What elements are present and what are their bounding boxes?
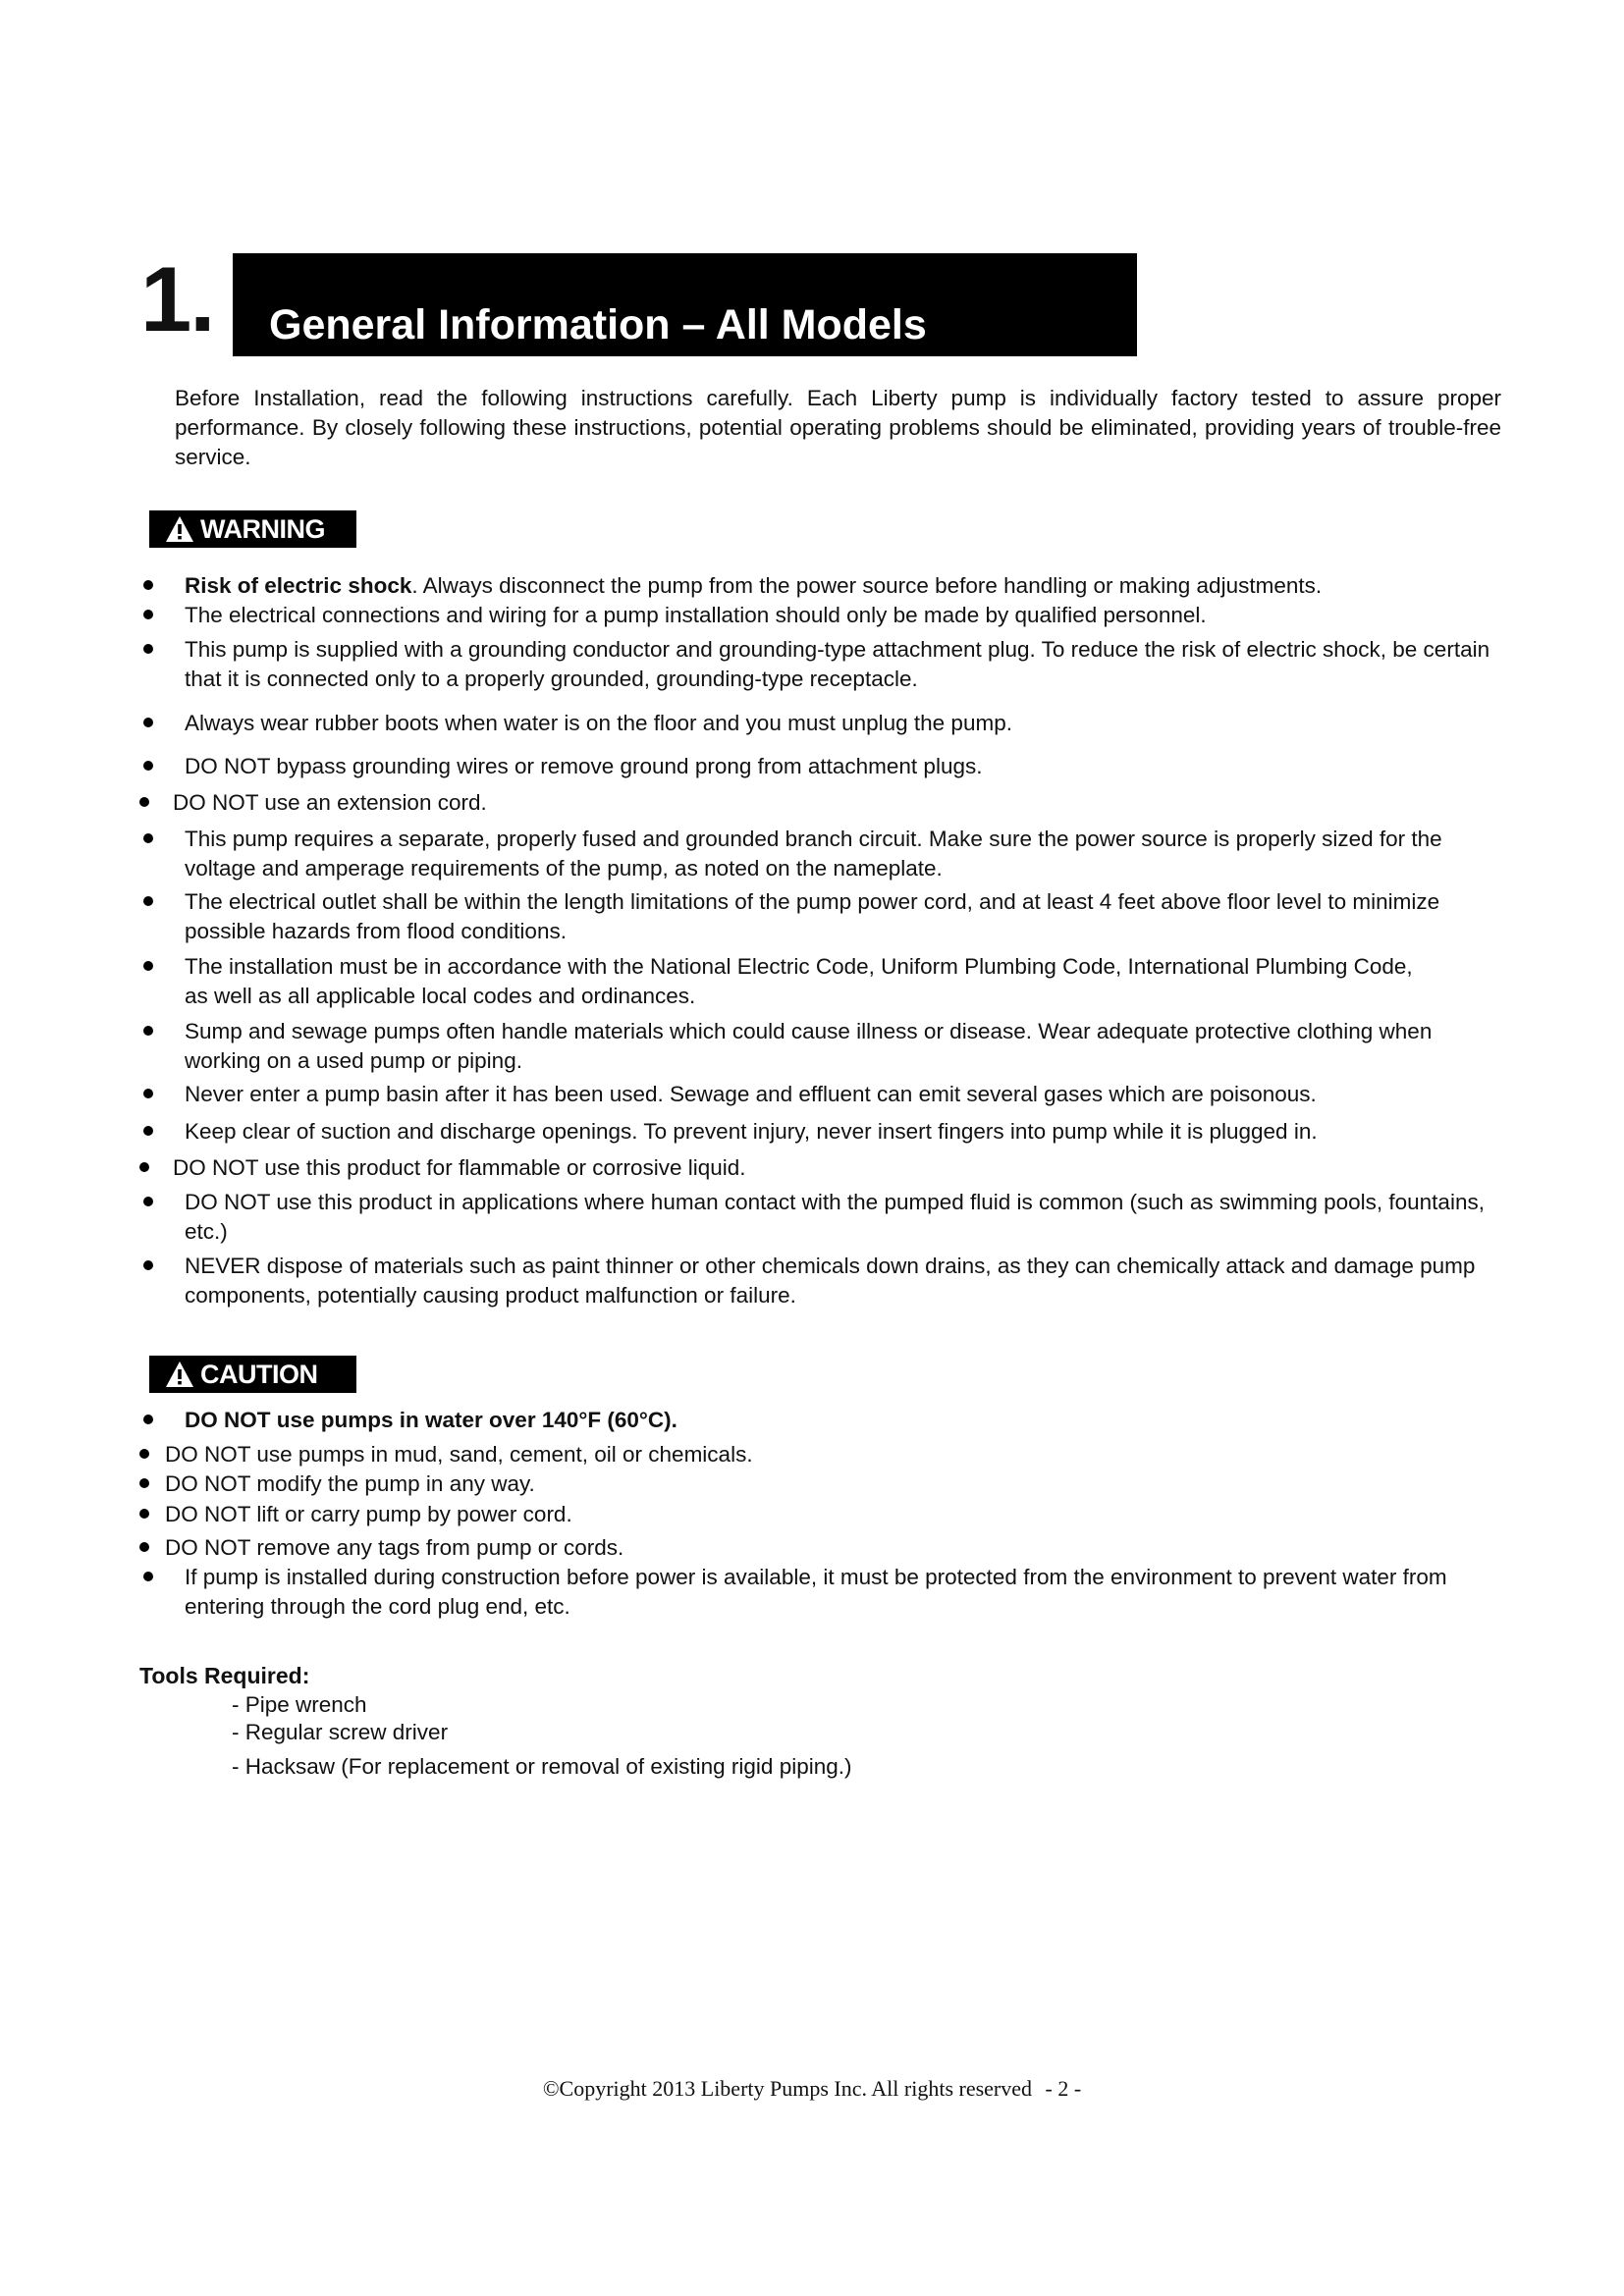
list-item-text: The electrical connections and wiring for a pump installation should only be made by qualified personnel. [185, 603, 1207, 627]
list-item-text: NEVER dispose of materials such as paint thinner or other chemicals down drains, as they can chemically attack and damage pump components, potentially causing product malfunction or failure. [185, 1254, 1476, 1308]
warning-badge [149, 510, 356, 548]
page-footer [0, 2076, 1624, 2102]
copyright-text: ©Copyright 2013 Liberty Pumps Inc. All rights reserved [542, 2076, 1033, 2101]
list-item-lead: Risk of electric shock [185, 573, 412, 598]
list-item-text: DO NOT use pumps in mud, sand, cement, oil or chemicals. [165, 1442, 753, 1467]
warning-triangle-icon [165, 515, 194, 543]
list-item-text: If pump is installed during construction before power is available, it must be protected from the environment to prevent water from entering through the cord plug end, etc. [185, 1565, 1447, 1619]
intro-paragraph: Before Installation, read the following instructions carefully. Each Liberty pump is individually factory tested to assure proper performance. By closely following these instructions, potential operating problems should be eliminated, providing years of trouble-free service. [175, 386, 1501, 469]
list-item-text: DO NOT bypass grounding wires or remove ground prong from attachment plugs. [185, 754, 983, 778]
list-item-text: DO NOT use this product in applications where human contact with the pumped fluid is common (such as swimming pools, fountains, etc.) [185, 1190, 1485, 1244]
section-number: 1. [140, 247, 214, 350]
caution-badge [149, 1356, 356, 1393]
list-item-text: Keep clear of suction and discharge openings. To prevent injury, never insert fingers into pump while it is plugged in. [185, 1119, 1318, 1144]
tool-item: - Pipe wrench [232, 1692, 367, 1717]
list-item-text: Always wear rubber boots when water is on the floor and you must unplug the pump. [185, 711, 1012, 735]
caution-label: CAUTION [200, 1359, 318, 1389]
page-number: - 2 - [1045, 2076, 1082, 2101]
list-item-text: This pump is supplied with a grounding conductor and grounding-type attachment plug. To reduce the risk of electric shock, be certain that it is connected only to a properly grounded, grounding-type receptacle. [185, 637, 1490, 691]
list-item-text: The electrical outlet shall be within the length limitations of the pump power cord, and at least 4 feet above floor level to minimize possible hazards from flood conditions. [185, 889, 1440, 943]
list-item-text: DO NOT remove any tags from pump or cords. [165, 1535, 624, 1560]
list-item-text: DO NOT use an extension cord. [173, 790, 487, 815]
list-item-text: The installation must be in accordance with the National Electric Code, Uniform Plumbing Code, International Plumbing Code, as well as all applicable local codes and ordinances. [185, 954, 1413, 1008]
list-item-text: Never enter a pump basin after it has been used. Sewage and effluent can emit several gases which are poisonous. [185, 1082, 1317, 1106]
section-title: General Information – All Models [269, 301, 927, 348]
list-item-lead: DO NOT use pumps in water over 140°F (60°C). [185, 1408, 677, 1432]
list-item-text: This pump requires a separate, properly fused and grounded branch circuit. Make sure the power source is properly sized for the voltage and amperage requirements of the pump, as noted on the nameplate. [185, 827, 1442, 881]
tool-item: - Regular screw driver [232, 1720, 449, 1744]
list-item-text: DO NOT lift or carry pump by power cord. [165, 1502, 572, 1526]
section-header-bar [233, 253, 1137, 356]
list-item-text: DO NOT modify the pump in any way. [165, 1471, 535, 1496]
tools-heading: Tools Required: [139, 1663, 310, 1688]
list-item-text: DO NOT use this product for flammable or corrosive liquid. [173, 1155, 746, 1180]
tool-item: - Hacksaw (For replacement or removal of existing rigid piping.) [232, 1754, 852, 1779]
warning-triangle-icon [165, 1361, 194, 1388]
warning-label: WARNING [200, 513, 325, 544]
list-item-text: Sump and sewage pumps often handle materials which could cause illness or disease. Wear adequate protective clothing when working on a used pump or piping. [185, 1019, 1433, 1073]
list-item-text: . Always disconnect the pump from the power source before handling or making adjustments. [411, 573, 1323, 598]
